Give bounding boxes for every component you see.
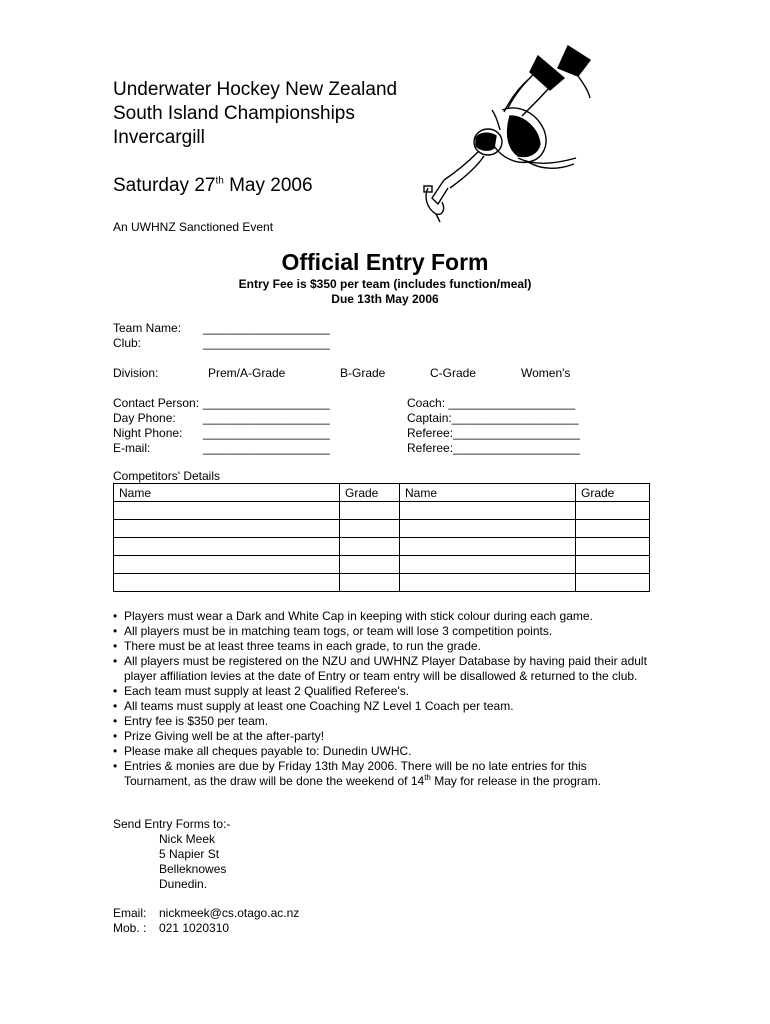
contact-mobile-label: Mob. : <box>113 921 147 935</box>
table-row <box>114 538 650 556</box>
coach-field[interactable]: Coach: ___________________ <box>407 396 576 410</box>
table-header-row <box>114 484 650 502</box>
event-date: Saturday 27th May 2006 <box>113 175 313 196</box>
contact-person-field[interactable]: ___________________ <box>203 396 330 410</box>
night-phone-field[interactable]: ___________________ <box>203 426 330 440</box>
name-cell[interactable] <box>114 538 340 556</box>
grade-cell[interactable] <box>576 502 650 520</box>
name-cell[interactable] <box>114 520 340 538</box>
email-label: E-mail: <box>113 441 151 455</box>
division-label: Division: <box>113 366 159 380</box>
event-location: Invercargill <box>113 127 205 148</box>
grade-cell[interactable] <box>340 556 400 574</box>
name-cell[interactable] <box>400 502 576 520</box>
referee-field-1[interactable]: Referee:___________________ <box>407 426 580 440</box>
day-phone-field[interactable]: ___________________ <box>203 411 330 425</box>
entry-fee-note: Entry Fee is $350 per team (includes function/meal) <box>238 277 532 291</box>
division-prem-a[interactable]: Prem/A-Grade <box>208 366 286 380</box>
list-item: • Entries & monies are due by Friday 13th May 2006. There will be no late entries for this Tournament, as the draw will be done the weekend of 14th May for release in the program. <box>113 759 653 789</box>
contact-mobile: 021 1020310 <box>159 921 230 935</box>
form-title: Official Entry Form <box>281 249 489 275</box>
send-name: Nick Meek <box>159 832 216 846</box>
captain-field[interactable]: Captain:___________________ <box>407 411 579 425</box>
day-phone-label: Day Phone: <box>113 411 176 425</box>
list-item: • Each team must supply at least 2 Qualified Referee's. <box>113 684 653 699</box>
referee-field-2[interactable]: Referee:___________________ <box>407 441 580 455</box>
grade-cell[interactable] <box>340 520 400 538</box>
rules-list <box>113 609 653 789</box>
list-item: • All players must be registered on the NZU and UWHNZ Player Database by having paid their adult player affiliation levies at the date of Entry or team entry will be disallowed & returned to the club. <box>113 654 653 684</box>
contact-person-label: Contact Person: <box>113 396 200 410</box>
email-field[interactable]: ___________________ <box>203 441 330 455</box>
name-cell[interactable] <box>400 556 576 574</box>
name-cell[interactable] <box>400 538 576 556</box>
list-item: • Please make all cheques payable to: Dunedin UWHC. <box>113 744 653 759</box>
competitors-table <box>113 483 650 592</box>
night-phone-label: Night Phone: <box>113 426 183 440</box>
table-row <box>114 520 650 538</box>
sanction-note: An UWHNZ Sanctioned Event <box>113 220 274 234</box>
contact-email-link[interactable]: nickmeek@cs.otago.ac.nz <box>159 906 300 920</box>
team-name-field[interactable]: ___________________ <box>203 321 330 335</box>
grade-cell[interactable] <box>576 538 650 556</box>
due-date-note: Due 13th May 2006 <box>331 292 439 306</box>
send-city: Dunedin. <box>159 877 208 891</box>
diver-illustration <box>418 38 593 223</box>
table-row <box>114 574 650 592</box>
division-b[interactable]: B-Grade <box>340 366 386 380</box>
list-item: • All teams must supply at least one Coaching NZ Level 1 Coach per team. <box>113 699 653 714</box>
list-item: • Players must wear a Dark and White Cap in keeping with stick colour during each game. <box>113 609 653 624</box>
org-name: Underwater Hockey New Zealand <box>113 79 398 100</box>
send-suburb: Belleknowes <box>159 862 227 876</box>
list-item: • Prize Giving well be at the after-party! <box>113 729 653 744</box>
contact-email-label: Email: <box>113 906 147 920</box>
grade-cell[interactable] <box>340 538 400 556</box>
club-label: Club: <box>113 336 142 350</box>
list-item: • All players must be in matching team togs, or team will lose 3 competition points. <box>113 624 653 639</box>
send-street: 5 Napier St <box>159 847 220 861</box>
name-cell[interactable] <box>114 556 340 574</box>
send-heading: Send Entry Forms to:- <box>113 817 231 831</box>
column-header-name: Name <box>400 484 576 502</box>
column-header-name: Name <box>114 484 340 502</box>
grade-cell[interactable] <box>340 502 400 520</box>
event-name: South Island Championships <box>113 103 355 124</box>
table-row <box>114 556 650 574</box>
grade-cell[interactable] <box>340 574 400 592</box>
grade-cell[interactable] <box>576 520 650 538</box>
club-field[interactable]: ___________________ <box>203 336 330 350</box>
list-item: • Entry fee is $350 per team. <box>113 714 653 729</box>
list-item: • There must be at least three teams in each grade, to run the grade. <box>113 639 653 654</box>
table-row <box>114 502 650 520</box>
column-header-grade: Grade <box>576 484 650 502</box>
competitors-heading: Competitors' Details <box>113 469 220 483</box>
division-c[interactable]: C-Grade <box>430 366 477 380</box>
name-cell[interactable] <box>400 520 576 538</box>
grade-cell[interactable] <box>576 574 650 592</box>
division-womens[interactable]: Women's <box>521 366 571 380</box>
name-cell[interactable] <box>114 502 340 520</box>
name-cell[interactable] <box>114 574 340 592</box>
team-name-label: Team Name: <box>113 321 182 335</box>
name-cell[interactable] <box>400 574 576 592</box>
column-header-grade: Grade <box>340 484 400 502</box>
grade-cell[interactable] <box>576 556 650 574</box>
